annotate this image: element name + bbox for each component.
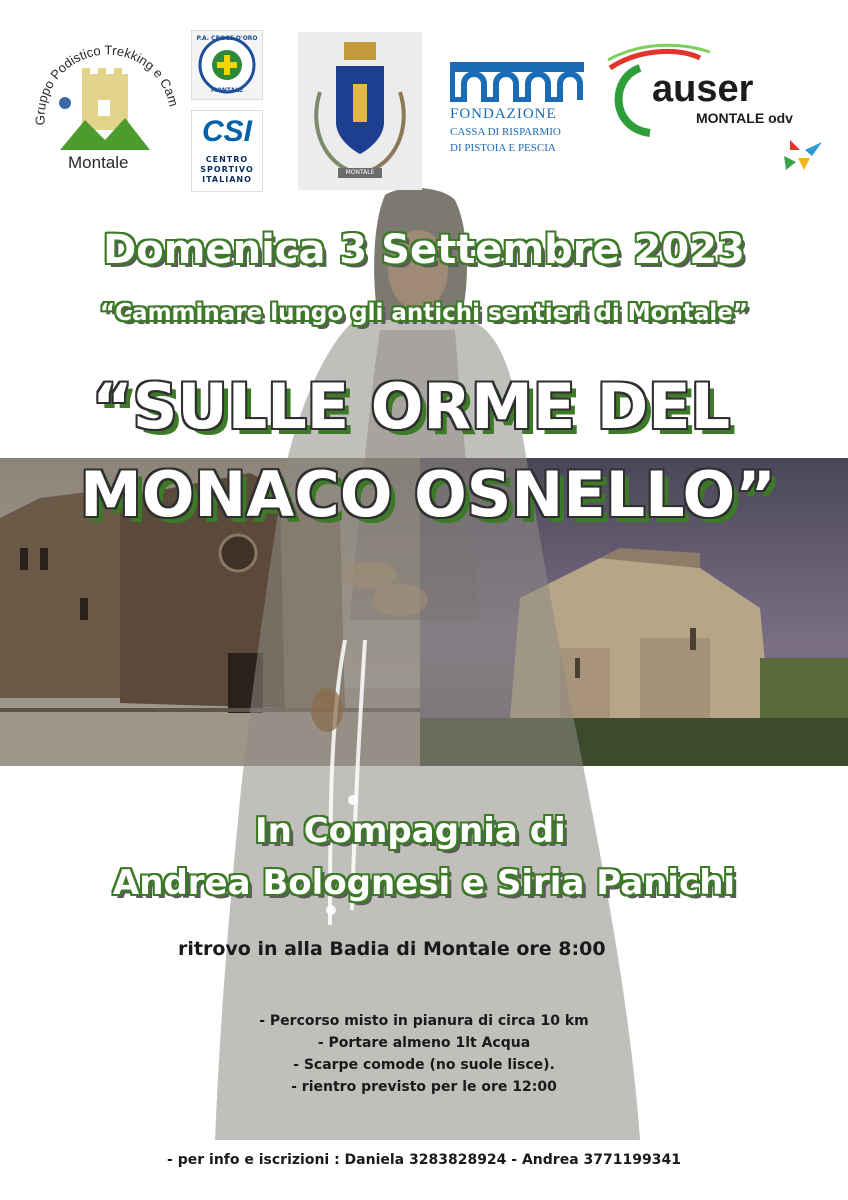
- gruppo-podistico-logo: [30, 40, 180, 180]
- csi-logo: [191, 110, 263, 192]
- gruppo-town-label: Montale: [68, 153, 129, 172]
- note-item: - Portare almeno 1lt Acqua: [317, 1035, 531, 1051]
- gruppo-arc-text: Gruppo Podistico Trekking e Cam: [32, 42, 180, 126]
- fondazione-line2: CASSA DI RISPARMIO: [450, 126, 561, 138]
- csi-line1: CENTRO: [205, 155, 249, 164]
- auser-sub: MONTALE odv: [696, 110, 793, 126]
- comune-motto: MONTALE: [345, 169, 375, 176]
- notes-list: [0, 1010, 848, 1098]
- note-item: - rientro previsto per le ore 12:00: [291, 1079, 557, 1095]
- company-line-1: In Compagnia di: [255, 811, 566, 851]
- title-line-2: MONACO OSNELLO”: [80, 458, 776, 531]
- comune-crest-logo: [298, 32, 422, 190]
- note-item: - Percorso misto in pianura di circa 10 km: [259, 1013, 589, 1029]
- note-item: - Scarpe comode (no suole lisce).: [293, 1057, 555, 1073]
- title-line-1: “SULLE ORME DEL: [92, 370, 731, 443]
- fondazione-line1: FONDAZIONE: [450, 106, 557, 122]
- company-line-2: Andrea Bolognesi e Siria Panichi: [112, 863, 736, 903]
- auser-logo: [600, 38, 830, 178]
- meeting-info: ritrovo in alla Badia di Montale ore 8:00: [178, 938, 606, 960]
- fondazione-line3: DI PISTOIA E PESCIA: [450, 142, 556, 154]
- croce-doro-town: MONTALE: [210, 87, 244, 94]
- croce-doro-name: P.A. CROCE D'ORO: [196, 35, 258, 42]
- contact-info: - per info e iscrizioni : Daniela 3283828924 - Andrea 3771199341: [167, 1152, 681, 1168]
- croce-doro-logo: [191, 30, 263, 100]
- event-date: Domenica 3 Settembre 2023: [103, 227, 745, 273]
- fondazione-logo: [450, 62, 590, 162]
- auser-name: auser: [652, 68, 754, 110]
- event-tagline: “Camminare lungo gli antichi sentieri di Montale”: [100, 300, 748, 326]
- bridge-arches-icon: [450, 62, 584, 102]
- csi-line2: SPORTIVO: [200, 165, 254, 174]
- csi-initials: CSI: [201, 115, 252, 148]
- crest-shield-icon: [298, 32, 422, 190]
- csi-line3: ITALIANO: [202, 175, 252, 184]
